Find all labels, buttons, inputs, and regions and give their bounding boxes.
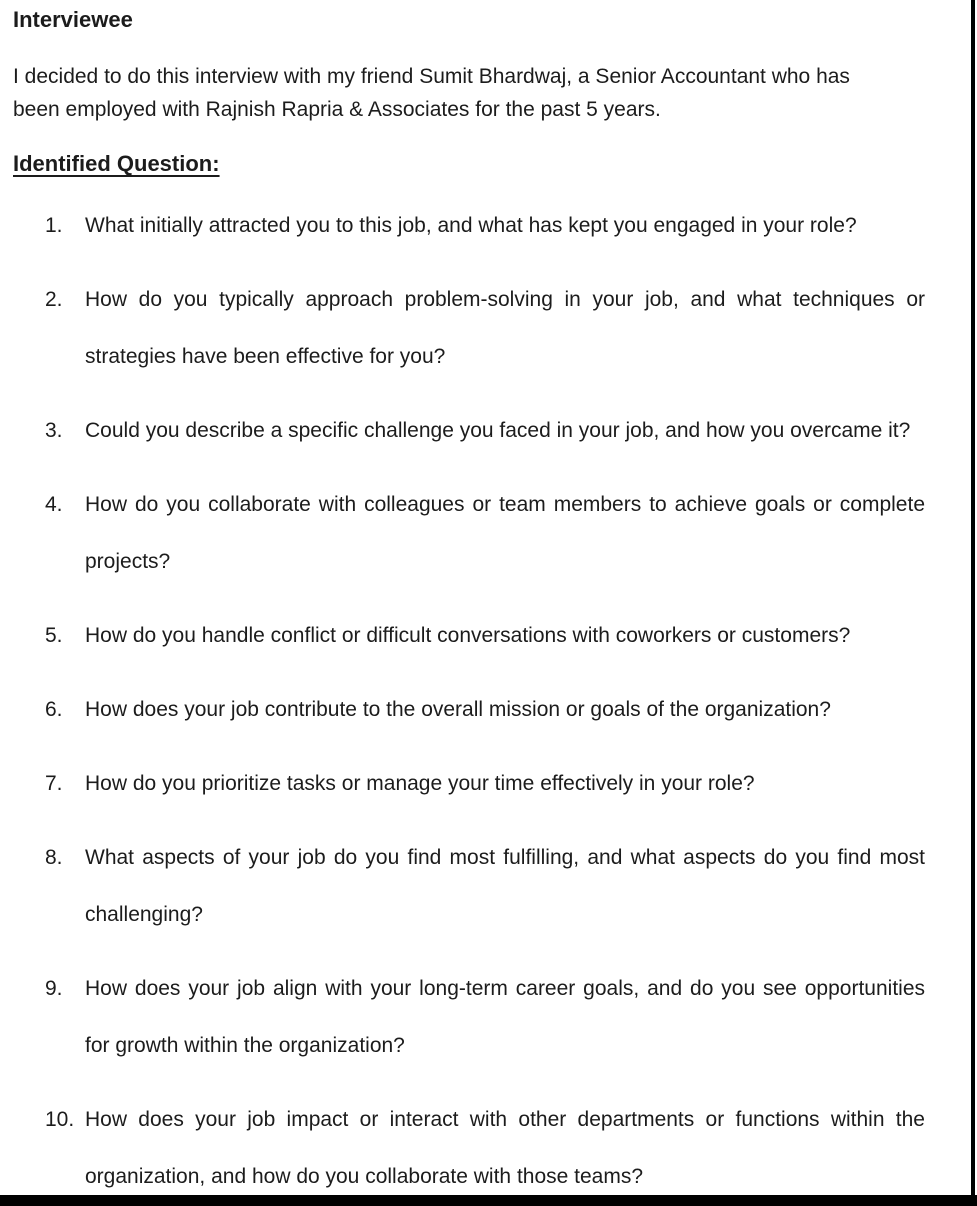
- question-number: 6.: [45, 698, 63, 721]
- question-item: [13, 476, 925, 590]
- question-line: projects?: [85, 550, 171, 573]
- question-number: 8.: [45, 846, 63, 869]
- question-item: [13, 829, 925, 943]
- question-item: [13, 681, 925, 738]
- question-number: 10.: [45, 1108, 75, 1131]
- question-line: How does your job contribute to the overall mission or goals of the organization?: [85, 698, 831, 721]
- question-line: How does your job impact or interact with other departments or functions within the: [85, 1108, 925, 1131]
- page-bottom-edge: [0, 1195, 977, 1206]
- question-line: What aspects of your job do you find most fulfilling, and what aspects do you find most: [85, 846, 925, 869]
- question-item: [13, 960, 925, 1074]
- page-title: Interviewee: [13, 7, 133, 32]
- question-item: [13, 402, 925, 459]
- question-item: [13, 607, 925, 664]
- intro-line: been employed with Rajnish Rapria & Associates for the past 5 years.: [13, 98, 661, 121]
- question-line: strategies have been effective for you?: [85, 345, 446, 368]
- question-item: [13, 197, 925, 254]
- intro-paragraph: [13, 60, 943, 126]
- question-line: How do you collaborate with colleagues or team members to achieve goals or complete: [85, 493, 925, 516]
- question-item: [13, 755, 925, 812]
- question-number: 9.: [45, 977, 63, 1000]
- question-item: [13, 271, 925, 385]
- question-line: How does your job align with your long-term career goals, and do you see opportunities: [85, 977, 925, 1000]
- question-number: 3.: [45, 419, 63, 442]
- question-line: organization, and how do you collaborate with those teams?: [85, 1165, 644, 1188]
- question-line: Could you describe a specific challenge you faced in your job, and how you overcame it?: [85, 419, 911, 442]
- question-list: [13, 197, 925, 1205]
- question-number: 4.: [45, 493, 63, 516]
- intro-line: I decided to do this interview with my friend Sumit Bhardwaj, a Senior Accountant who has: [13, 65, 850, 88]
- question-number: 1.: [45, 214, 63, 237]
- question-line: How do you handle conflict or difficult conversations with coworkers or customers?: [85, 624, 851, 647]
- question-line: How do you typically approach problem-solving in your job, and what techniques or: [85, 288, 925, 311]
- question-line: What initially attracted you to this job, and what has kept you engaged in your role?: [85, 214, 857, 237]
- question-line: challenging?: [85, 903, 203, 926]
- question-item: [13, 1091, 925, 1205]
- section-heading: Identified Question:: [13, 151, 220, 176]
- question-number: 2.: [45, 288, 63, 311]
- page-right-edge: [971, 0, 975, 1206]
- question-number: 5.: [45, 624, 63, 647]
- question-line: for growth within the organization?: [85, 1034, 405, 1057]
- question-number: 7.: [45, 772, 63, 795]
- question-line: How do you prioritize tasks or manage your time effectively in your role?: [85, 772, 755, 795]
